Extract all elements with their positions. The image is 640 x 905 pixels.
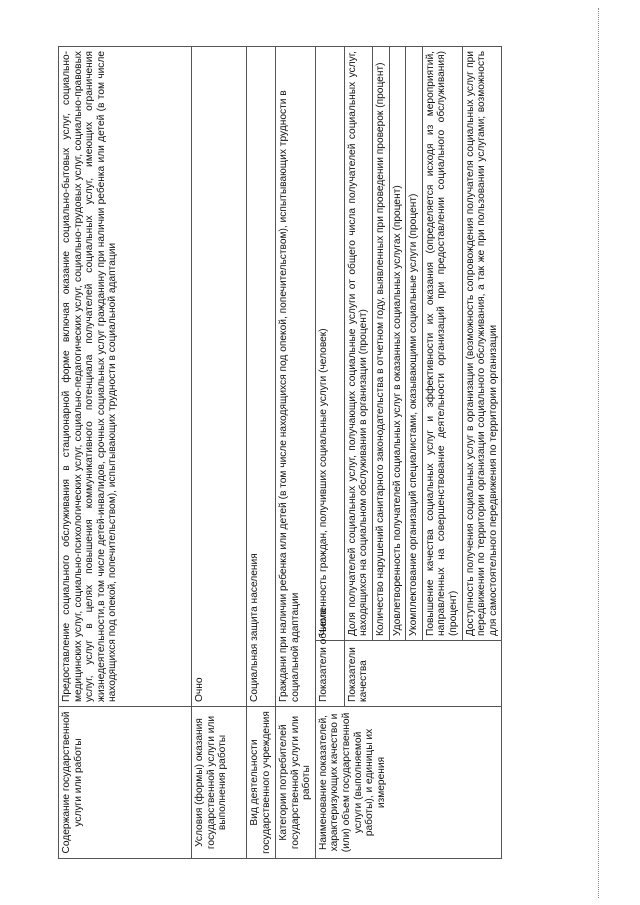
quality-item: Укомплектование организаций специалистами, оказывающими социальные услуги (процент) <box>406 46 423 640</box>
volume-label: Показатели объема <box>315 641 344 707</box>
row-volume <box>315 46 344 858</box>
indicators-label: Наименование показателей, характеризующих качество и (или) объем государственной услуги (выполняемой работы), и единицы их измерения <box>315 707 502 859</box>
quality-item: Удовлетворенность получателей социальных услуг в оказанных социальных услугах (процент) <box>389 46 406 640</box>
consumers-label: Категории потребителей государственной услуги или работы <box>276 707 316 859</box>
conditions-label: Условия (формы) оказания государственной услуги или выполнения работы <box>192 707 247 859</box>
quality-label: Показатели качества <box>344 641 502 707</box>
quality-item: Количество нарушений санитарного законодательства в отчетном году, выявленных при проведении проверок (процент) <box>372 46 389 640</box>
content-label: Содержание государственной услуги или работы <box>59 707 192 859</box>
row-conditions <box>192 46 247 858</box>
consumers-value: Граждани при наличии ребенка или детей (в том числе находящихся под опекой, попечительством), испытывающих трудности в социальной адаптации <box>276 46 316 706</box>
service-table <box>58 46 502 859</box>
quality-item: Доля получателей социальных услуг, получающих социальные услуги от общего числа получателей социальных услуг, находящихся на социальном обслуживании в организации (процент) <box>344 46 372 640</box>
activity-value: Социальная защита населения <box>247 46 276 706</box>
activity-label: Вид деятельности государственного учреждения <box>247 707 276 859</box>
conditions-value: Очно <box>192 46 247 706</box>
quality-item: Доступность получения социальных услуг в организации (возможность сопровождения получателя социальных услуг при передвижении по территории организации социального обслуживания, а так же при пользовании услугами; возможность для самостоятельного передвижения по территории организации <box>462 46 502 640</box>
quality-item: Повышение качества социальных услуг и эффективности их оказания (определяется исходя из мероприятий, направленных на совершенствование деятельности организаций при предоставлении социального обслуживания) (процент) <box>422 46 462 640</box>
content-value: Предоставление социального обслуживания в стационарной форме включая оказание социально-бытовых услуг, социально-медицинских услуг, социально-психологических услуг, социально-педагогических услуг, социально-трудовых услуг, социально-правовых услуг, услуг в целях повышения коммуникативного потенциала получателей социальных услуг, имеющих ограничения жизнедеятельности,в том числе детей-инвалидов, срочных социальных услуг гражданину при наличии ребенка или детей (в том числе находящихся под опекой, попечительством), испытывающих трудности в социальной адаптации <box>59 46 192 706</box>
row-activity <box>247 46 276 858</box>
row-consumers <box>276 46 316 858</box>
row-content <box>59 46 192 858</box>
volume-value: Численность граждан, получивших социальные услуги (человек) <box>315 46 344 640</box>
